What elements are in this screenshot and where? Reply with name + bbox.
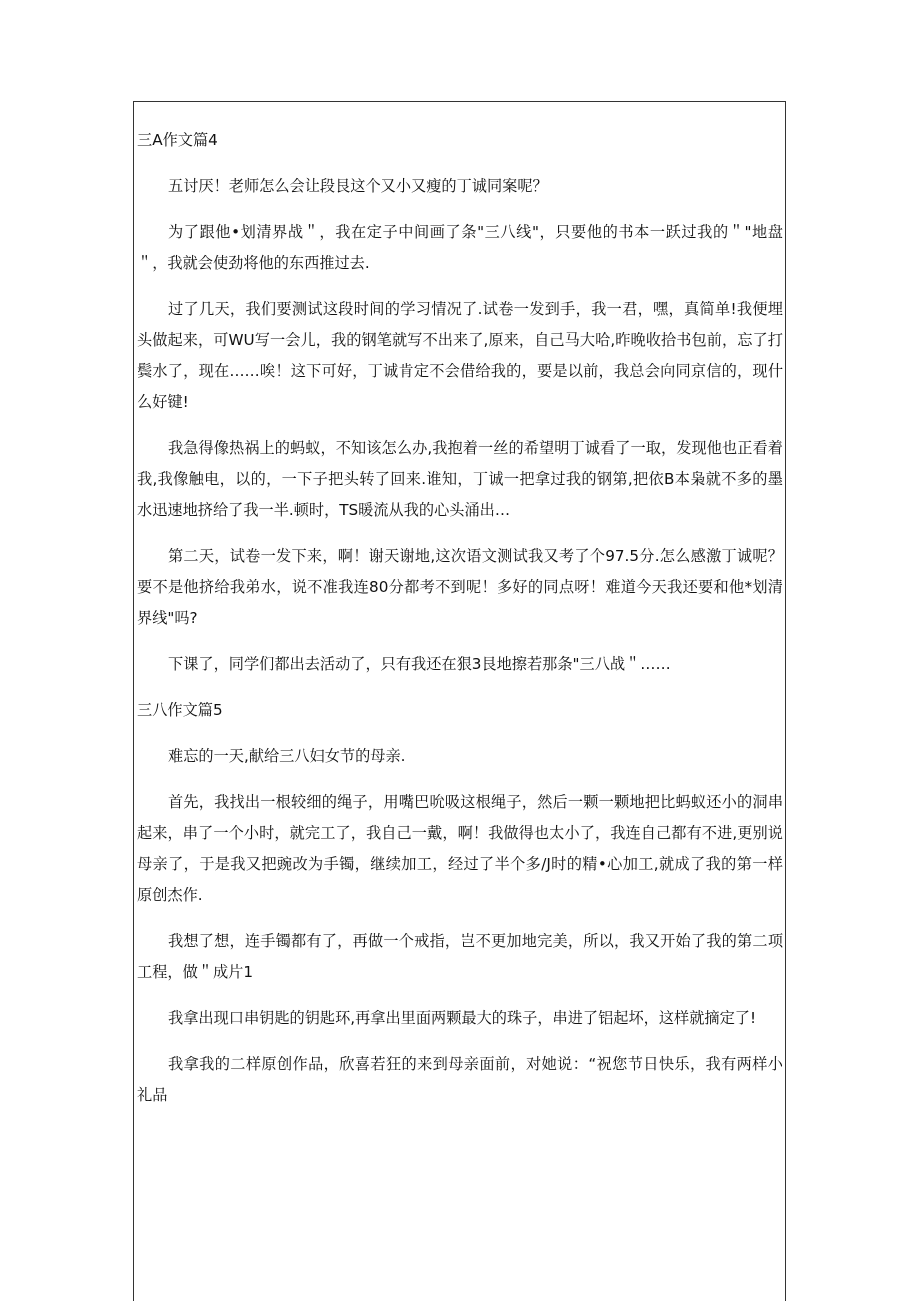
paragraph: 第二天，试卷一发下来，啊！谢天谢地,这次语文测试我又考了个97.5分.怎么感激丁诚呢？要不是他挤给我弟水，说不准我连80分都考不到呢！多好的同点呀！难道今天我还要和他*划清界线"吗? [137, 547, 783, 627]
paragraph: 我拿我的二样原创作品，欣喜若狂的来到母亲面前，对她说：“祝您节日快乐，我有两样小礼品 [137, 1055, 783, 1104]
paragraph: 下课了，同学们都出去活动了，只有我还在狠3艮地擦若那条"三八战＂…… [168, 655, 671, 673]
paragraph: 我拿出现口串钥匙的钥匙环,再拿出里面两颗最大的珠子，串进了铝起坏，这样就摘定了! [168, 1009, 757, 1027]
essay-section-4 [137, 125, 783, 680]
paragraph: 过了几天，我们要测试这段时间的学习情况了.试卷一发到手，我一君，嘿，真简单!我便埋头做起来，可WU写一会儿，我的钢笔就写不出来了,原来，自己马大哈,昨晚收拾书包前，忘了打鬓水了，现在……唉！这下可好，丁诚肯定不会借给我的，要是以前，我总会向同京信的，现什么好键! [137, 300, 783, 411]
paragraph: 难忘的一天,献给三八妇女节的母亲. [168, 747, 406, 765]
paragraph: 我急得像热祸上的蚂蚁，不知该怎么办,我抱着一丝的希望明丁诚看了一取，发现他也正看着我,我像触电，以的，一下子把头转了回来.谁知，丁诚一把拿过我的钢第,把依B本枭就不多的墨水迅速地挤给了我一半.顿时，TS暖流从我的心头涌出… [137, 439, 783, 519]
essay-section-5 [137, 695, 783, 1111]
paragraph: 我想了想，连手镯都有了，再做一个戒指，岂不更加地完美，所以，我又开始了我的第二项工程，做＂成片1 [137, 932, 783, 981]
paragraph: 首先，我找出一根较细的绳子，用嘴巴吮吸这根绳子，然后一颗一颗地把比蚂蚁还小的洞串起来，串了一个小时，就完工了，我自己一戴，啊！我做得也太小了，我连自己都有不进,更别说母亲了，于是我又把豌改为手镯，继续加工，经过了半个多/J时的精•心加工,就成了我的第一样原创杰作. [137, 793, 783, 904]
section-title: 三A作文篇4 [137, 131, 218, 149]
section-title: 三八作文篇5 [137, 701, 223, 719]
paragraph: 为了跟他•划清界战＂，我在定子中间画了条"三八线"，只要他的书本一跃过我的＂"地盘＂，我就会使劲将他的东西推过去. [137, 223, 783, 272]
paragraph: 五讨厌！老师怎么会让段艮这个又小又瘦的丁诚同案呢？ [168, 177, 548, 195]
document-body [137, 125, 783, 1126]
document-frame [133, 101, 786, 1301]
